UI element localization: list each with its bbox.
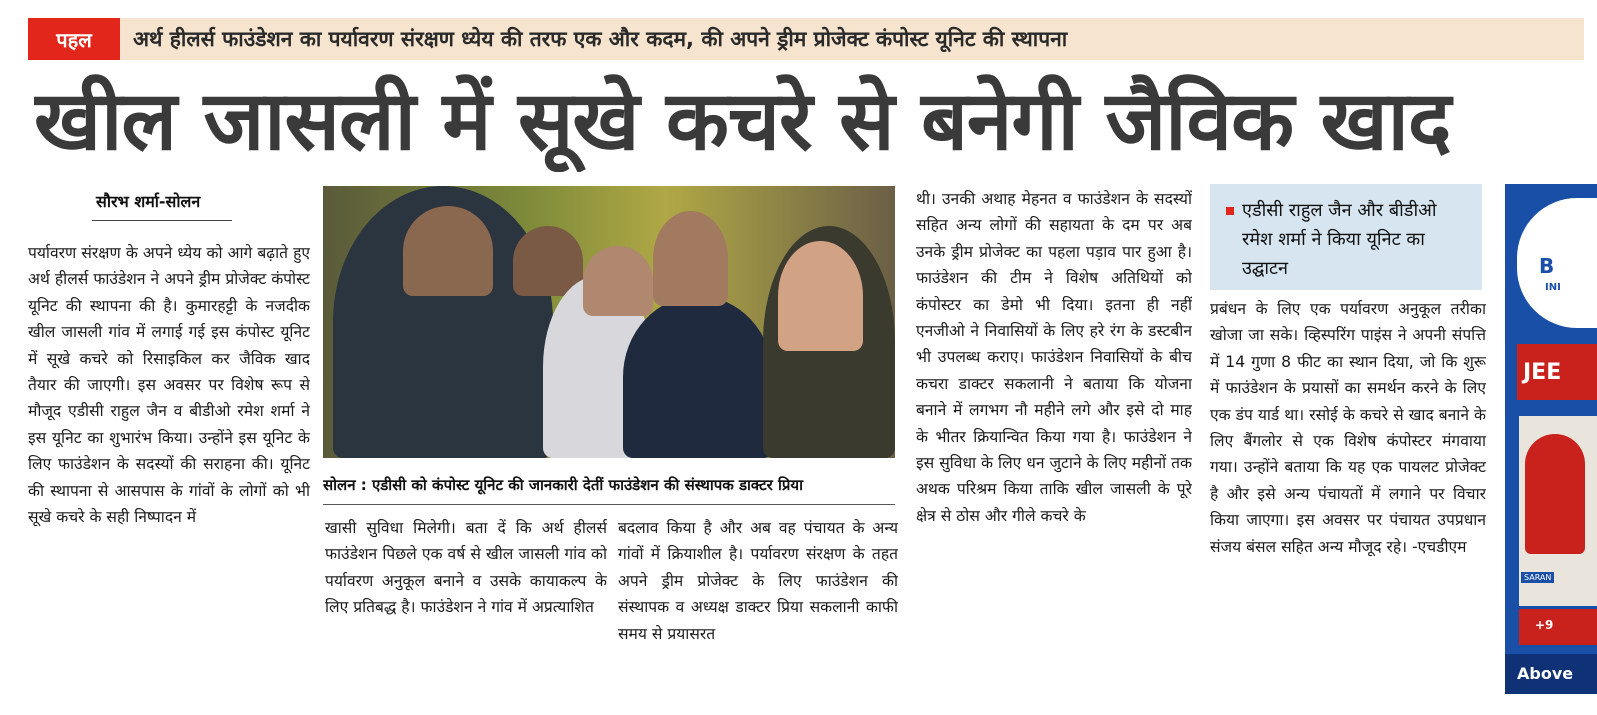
article-column-4: प्रबंधन के लिए एक पर्यावरण अनुकूल तरीका खोजा जा सके। व्हिस्परिंग पाइंस ने अपनी संपत्ति में 14 गुणा 8 फीट का स्थान दिया, जो कि शुरू में फाउंडेशन के प्रयासों का समर्थन करने के लिए एक डंप यार्ड था। रसोई के कचरे से खाद बनाने के लिए बैंगलोर से एक विशेष कंपोस्टर मंगवाया गया। उन्होंने बताया कि यह एक पायलट प्रोजेक्ट है और इसे अन्य पंचायतों में लगाने पर विचार किया जाएगा। इस अवसर पर पंचायत उपप्रधान संजय बंसल सहित अन्य मौजूद रहे। -एचडीएम [1210,300,1486,556]
ad-headline: JEE [1523,360,1562,385]
article-column-3: थी। उनकी अथाह मेहनत व फाउंडेशन के सदस्यों सहित अन्य लोगों की सहायता के दम पर अब उनके ड्रीम प्रोजेक्ट का पहला पड़ाव पार हुआ है। फाउंडेशन की टीम ने विशेष अतिथियों को कंपोस्टर का डेमो भी दिया। इतना ही नहीं एनजीओ ने निवासियों के लिए हरे रंग के डस्टबीन भी उपलब्ध कराए। फाउंडेशन निवासियों के बीच कचरा डाक्टर सकलानी ने बताया कि योजना बनाने में लगभग नौ महीने लगे और इसे दो माह के भीतर क्रियान्वित किया गया है। फाउंडेशन ने इस सुविधा के लिए धन जुटाने के लिए महीनों तक अथक परिश्रम किया ताकि खील जासली के पूरे क्षेत्र से ठोस और गीले कचरे के [916,190,1192,525]
article-column-2b: बदलाव किया है और अब वह पंचायत के अन्य गांवों में क्रियाशील है। पर्यावरण संरक्षण के तहत अपने ड्रीम प्रोजेक्ट के लिए फाउंडेशन की संस्थापक व अध्यक्ष डाक्टर प्रिया सकलानी काफी समय से प्रयासरत [618,519,898,643]
ad-student-name: SARAN [1521,572,1554,583]
ad-red-box-text: +9 [1535,618,1554,632]
ad-red-box [1519,609,1597,645]
highlight-text: एडीसी राहुल जैन और बीडीओ रमेश शर्मा ने किया यूनिट का उद्घाटन [1242,200,1437,279]
byline: सौरभ शर्मा-सोलन [96,192,201,211]
photo-caption: सोलन : एडीसी को कंपोस्ट यूनिट की जानकारी देतीं फाउंडेशन की संस्थापक डाक्टर प्रिया [323,476,803,494]
photo-face-4 [653,211,728,306]
photo-person-3 [623,296,773,458]
photo-face-1 [403,206,493,296]
advertisement[interactable] [1505,184,1597,694]
photo-face-3 [583,246,653,316]
byline-rule [92,220,232,221]
bullet-icon [1226,207,1234,215]
kicker-tag: पहल [28,18,120,60]
ad-logo: B [1539,254,1555,278]
ad-logo-panel [1517,198,1597,328]
news-photo [323,186,895,458]
article-column-2: खासी सुविधा मिलेगी। बता दें कि अर्थ हीलर्स फाउंडेशन पिछले एक वर्ष से खील जासली गांव को पर्यावरण अनुकूल बनाने व उसके कायाकल्प के लिए प्रतिबद्ध है। फाउंडेशन ने गांव में अप्रत्याशित [325,519,607,617]
ad-bottom-text: Above [1517,664,1574,683]
ad-student-figure [1525,434,1585,554]
photo-face-5 [778,241,863,351]
headline: खील जासली में सूखे कचरे से बनेगी जैविक खाद [34,74,1451,169]
article-column-1: पर्यावरण संरक्षण के अपने ध्येय को आगे बढ़ाते हुए अर्थ हीलर्स फाउंडेशन ने अपने ड्रीम प्रोजेक्ट कंपोस्ट यूनिट की स्थापना की है। कुमारहट्टी के नजदीक खील जासली गांव में लगाई गई इस कंपोस्ट यूनिट में सूखे कचरे को रिसाइकिल कर जैविक खाद तैयार की जाएगी। इस अवसर पर विशेष रूप से मौजूद एडीसी राहुल जैन व बीडीओ रमेश शर्मा ने इस यूनिट का शुभारंभ किया। उन्होंने इस यूनिट के लिए फाउंडेशन के सदस्यों की सराहना की। यूनिट की स्थापना से आसपास के गांवों के लोगों को भी सूखे कचरे के सही निष्पादन में [28,244,310,527]
caption-rule [323,504,895,505]
kicker-text: अर्थ हीलर्स फाउंडेशन का पर्यावरण संरक्षण ध्येय की तरफ एक और कदम, की अपने ड्रीम प्रोजेक्ट कंपोस्ट यूनिट की स्थापना [133,27,1068,51]
ad-logo-subtitle: INI [1545,282,1561,293]
